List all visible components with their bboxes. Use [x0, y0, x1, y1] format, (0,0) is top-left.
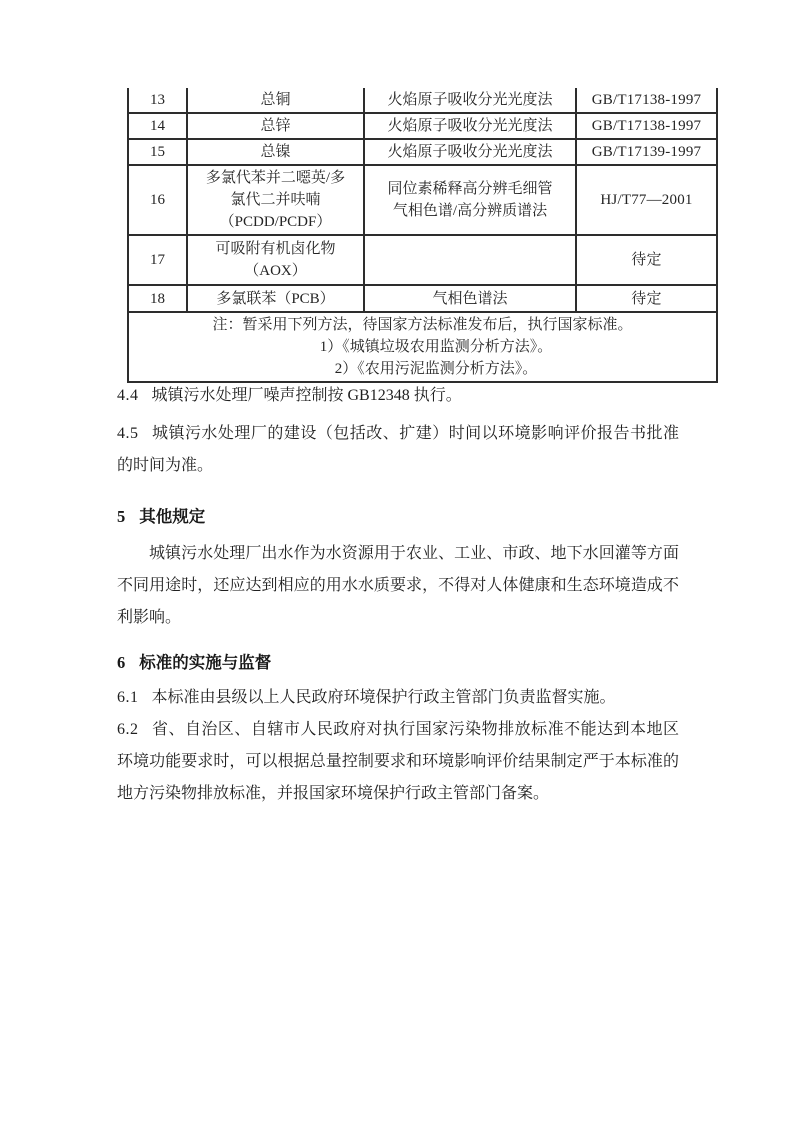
- cell-method: 气相色谱法: [364, 285, 576, 312]
- section-title: 其他规定: [139, 507, 206, 526]
- table-note-line: 2）《农用污泥监测分析方法》。: [334, 361, 538, 377]
- section-number: 5: [117, 507, 126, 526]
- cell-standard: 待定: [576, 235, 717, 285]
- clause-text: 城镇污水处理厂的建设（包括改、扩建）时间以环境影响评价报告书批准的时间为准。: [117, 425, 679, 474]
- cell-row-number: 16: [128, 165, 187, 235]
- cell-pollutant: 总镍: [187, 139, 364, 165]
- clause-number: 4.5: [117, 425, 139, 442]
- cell-method: [364, 235, 576, 285]
- table-row: [128, 139, 717, 165]
- clause-4-5: [117, 418, 679, 482]
- cell-standard: HJ/T77—2001: [576, 165, 717, 235]
- clause-4-4: [117, 380, 679, 412]
- pollutant-line: （PCDD/PCDF）: [219, 214, 332, 230]
- clause-text: 本标准由县级以上人民政府环境保护行政主管部门负责监督实施。: [151, 689, 616, 706]
- monitoring-methods-table-continued: [127, 88, 702, 383]
- cell-method: 火焰原子吸收分光光度法: [364, 113, 576, 139]
- table-row: [128, 165, 717, 235]
- clause-text: 省、自治区、自辖市人民政府对执行国家污染物排放标准不能达到本地区环境功能要求时，可以根据总量控制要求和环境影响评价结果制定严于本标准的地方污染物排放标准，并报国家环境保护行政主管部门备案。: [117, 721, 679, 802]
- cell-pollutant: 多氯联苯（PCB）: [187, 285, 364, 312]
- pollutant-line: 多氯代苯并二噁英/多: [205, 170, 346, 186]
- clause-6-2: [117, 714, 679, 810]
- pollutant-line: 氯代二并呋喃: [230, 192, 321, 208]
- cell-standard: GB/T17139-1997: [576, 139, 717, 165]
- cell-row-number: 18: [128, 285, 187, 312]
- cell-pollutant: 总锌: [187, 113, 364, 139]
- cell-row-number: 17: [128, 235, 187, 285]
- table-note-row: [128, 312, 717, 382]
- table-note-line: 1）《城镇垃圾农用监测分析方法》。: [319, 339, 553, 355]
- table-note-line: 注：暂采用下列方法，待国家方法标准发布后，执行国家标准。: [212, 317, 633, 333]
- method-line: 同位素稀释高分辨毛细管: [387, 181, 553, 197]
- cell-method: 火焰原子吸收分光光度法: [364, 139, 576, 165]
- clause-number: 6.1: [117, 689, 139, 706]
- cell-pollutant: [187, 165, 364, 235]
- cell-standard: GB/T17138-1997: [576, 113, 717, 139]
- cell-standard: 待定: [576, 285, 717, 312]
- section-number: 6: [117, 653, 126, 672]
- paragraph-section-5: 城镇污水处理厂出水作为水资源用于农业、工业、市政、地下水回灌等方面不同用途时，还应达到相应的用水水质要求，不得对人体健康和生态环境造成不利影响。: [117, 545, 679, 626]
- cell-pollutant: [187, 235, 364, 285]
- pollutant-line: 可吸附有机卤化物: [215, 241, 336, 257]
- cell-method: [364, 165, 576, 235]
- cell-row-number: 13: [128, 88, 187, 113]
- body-text: [117, 380, 679, 810]
- table-row: [128, 235, 717, 285]
- table-note-cell: [128, 312, 717, 382]
- method-line: 气相色谱/高分辨质谱法: [392, 203, 548, 219]
- monitoring-methods-table: [127, 88, 718, 383]
- table-row: [128, 88, 717, 113]
- cell-row-number: 15: [128, 139, 187, 165]
- clause-number: 4.4: [117, 387, 139, 404]
- cell-pollutant: 总铜: [187, 88, 364, 113]
- cell-standard: GB/T17138-1997: [576, 88, 717, 113]
- section-title: 标准的实施与监督: [139, 653, 272, 672]
- cell-row-number: 14: [128, 113, 187, 139]
- clause-number: 6.2: [117, 721, 139, 738]
- table-row: [128, 285, 717, 312]
- table-row: [128, 113, 717, 139]
- clause-text: 城镇污水处理厂噪声控制按 GB12348 执行。: [151, 387, 462, 404]
- pollutant-line: （AOX）: [244, 263, 307, 279]
- section-heading-5: [117, 504, 679, 530]
- section-heading-6: [117, 650, 679, 676]
- clause-6-1: [117, 682, 679, 714]
- cell-method: 火焰原子吸收分光光度法: [364, 88, 576, 113]
